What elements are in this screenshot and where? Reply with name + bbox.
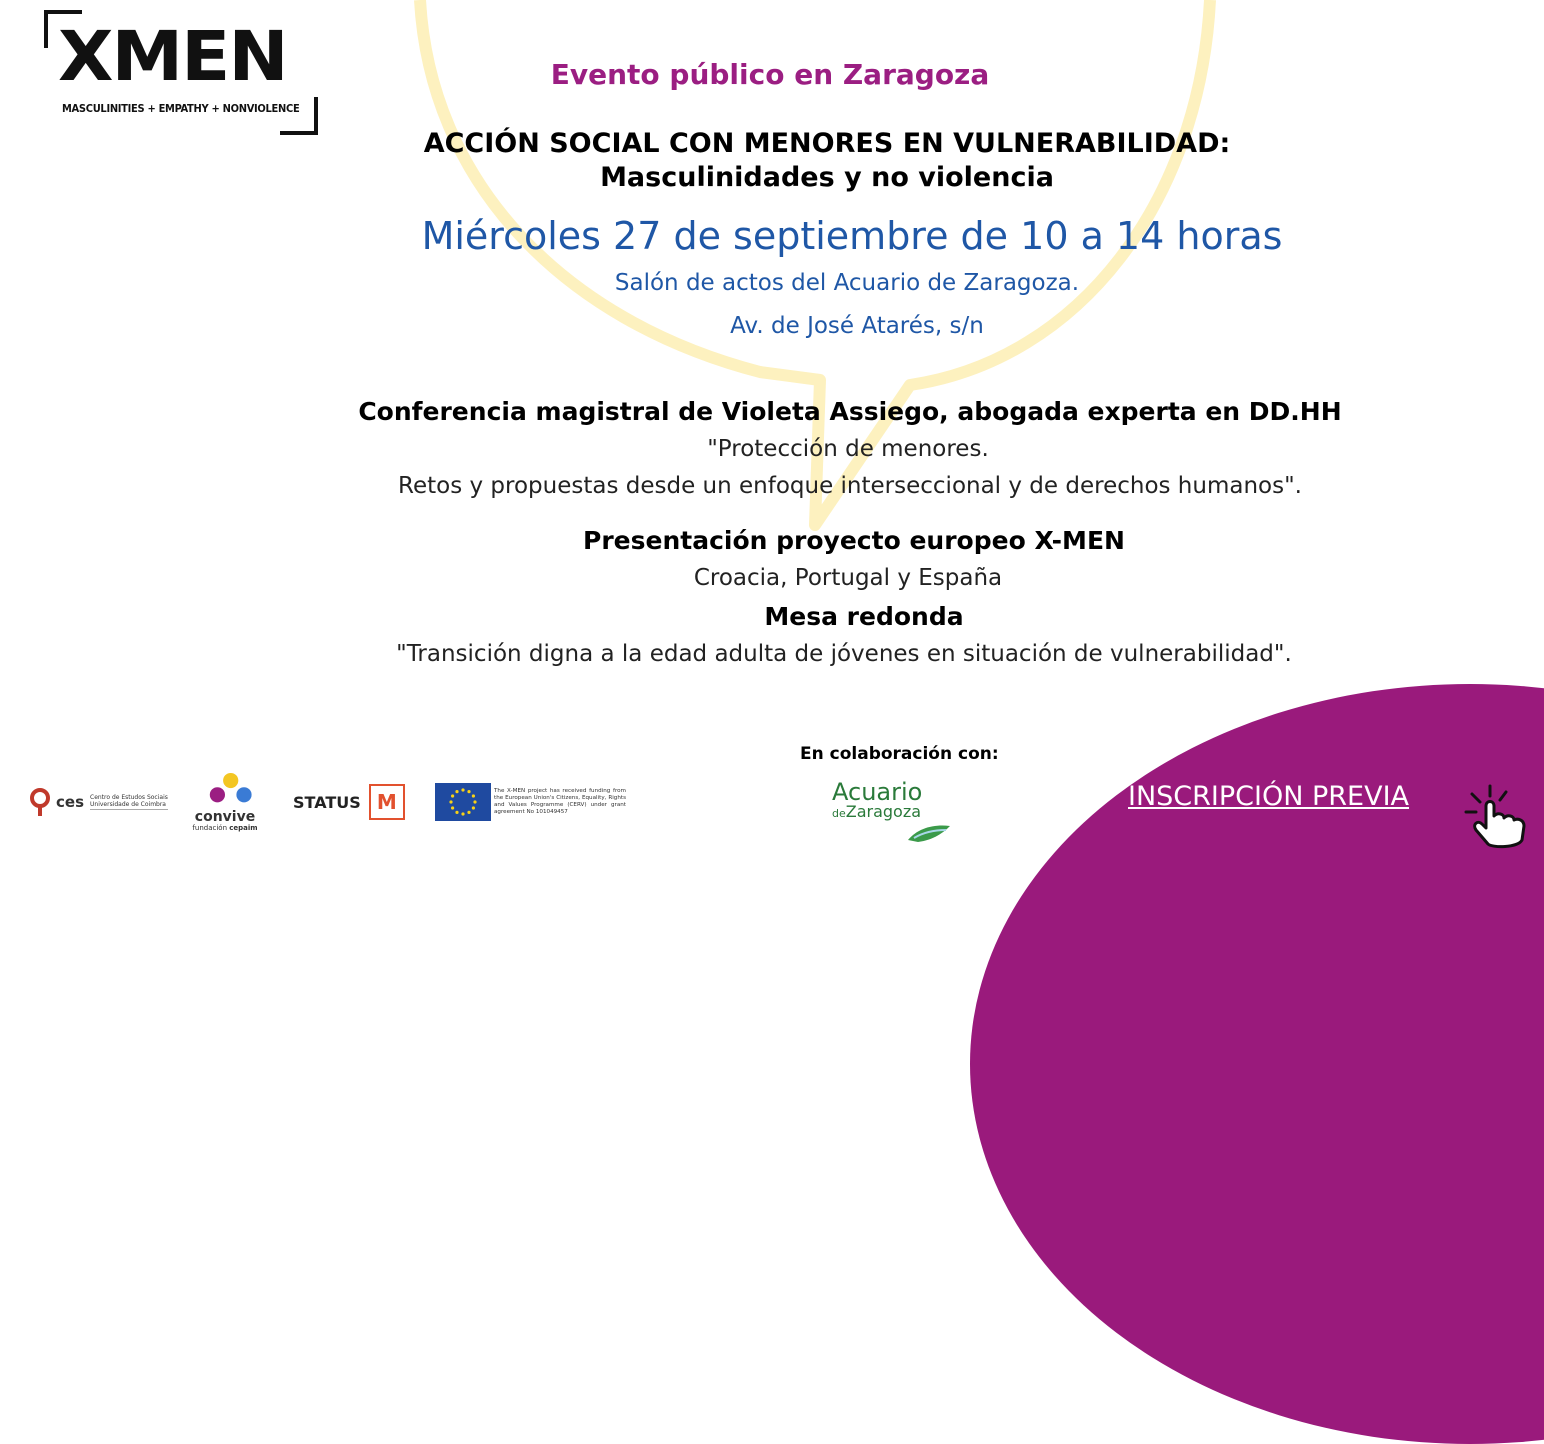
conference-quote-line1: "Protección de menores. bbox=[707, 436, 989, 462]
ces-short: ces bbox=[56, 793, 84, 811]
roundtable-quote: "Transición digna a la edad adulta de jóvenes en situación de vulnerabilidad". bbox=[396, 641, 1292, 667]
status-m-box: M bbox=[369, 784, 405, 820]
event-date: Miércoles 27 de septiembre de 10 a 14 horas bbox=[421, 214, 1283, 258]
status-name: STATUS bbox=[293, 792, 361, 812]
roundtable-heading: Mesa redonda bbox=[764, 602, 964, 631]
event-address: Av. de José Atarés, s/n bbox=[730, 313, 984, 339]
acuario-logo-word: Acuario bbox=[832, 778, 923, 806]
eu-flag-icon bbox=[435, 783, 491, 821]
ces-full-line2: Universidade de Coimbra bbox=[90, 801, 166, 808]
conference-quote-line2: Retos y propuestas desde un enfoque interseccional y de derechos humanos". bbox=[398, 473, 1302, 499]
event-venue: Salón de actos del Acuario de Zaragoza. bbox=[614, 270, 1080, 296]
status-logo bbox=[293, 772, 405, 832]
convive-name: convive bbox=[194, 809, 256, 825]
eu-funding-note: The X-MEN project has received funding from the European Union's Citizens, Equality, Rights and Values Programme (CERV) under grant agreement No 101049457 bbox=[494, 788, 626, 815]
convive-sub bbox=[192, 824, 257, 832]
fish-icon bbox=[904, 818, 954, 846]
acuario-logo bbox=[832, 780, 962, 850]
eu-funding-logo bbox=[435, 772, 626, 832]
logo-tagline: MASCULINITIES + EMPATHY + NONVIOLENCE bbox=[62, 102, 300, 115]
acuario-logo-zaragoza: Zaragoza bbox=[845, 802, 922, 821]
event-title-line2: Masculinidades y no violencia bbox=[600, 162, 1054, 193]
ces-mark-icon bbox=[28, 788, 52, 816]
registration-link[interactable]: INSCRIPCIÓN PREVIA bbox=[1128, 781, 1410, 812]
presentation-countries: Croacia, Portugal y España bbox=[693, 565, 1003, 591]
convive-sub-a: fundación bbox=[192, 824, 228, 832]
ces-full-line1: Centro de Estudos Sociais bbox=[90, 793, 168, 801]
convive-dots-icon bbox=[197, 772, 253, 810]
logo-word: XMEN bbox=[58, 16, 287, 96]
event-kicker: Evento público en Zaragoza bbox=[550, 58, 990, 91]
presentation-heading: Presentación proyecto europeo X-MEN bbox=[583, 526, 1125, 555]
ces-logo bbox=[28, 772, 168, 832]
ces-full bbox=[90, 794, 168, 810]
collaboration-label: En colaboración con: bbox=[800, 744, 999, 764]
acuario-logo-de: de bbox=[832, 807, 846, 820]
conference-heading: Conferencia magistral de Violeta Assiego, abogada experta en DD.HH bbox=[358, 397, 1342, 426]
convive-sub-b: cepaim bbox=[229, 824, 258, 832]
pointer-hand-icon bbox=[1462, 784, 1532, 850]
event-title-line1: ACCIÓN SOCIAL CON MENORES EN VULNERABILIDAD: bbox=[423, 128, 1231, 159]
convive-logo bbox=[190, 772, 260, 832]
